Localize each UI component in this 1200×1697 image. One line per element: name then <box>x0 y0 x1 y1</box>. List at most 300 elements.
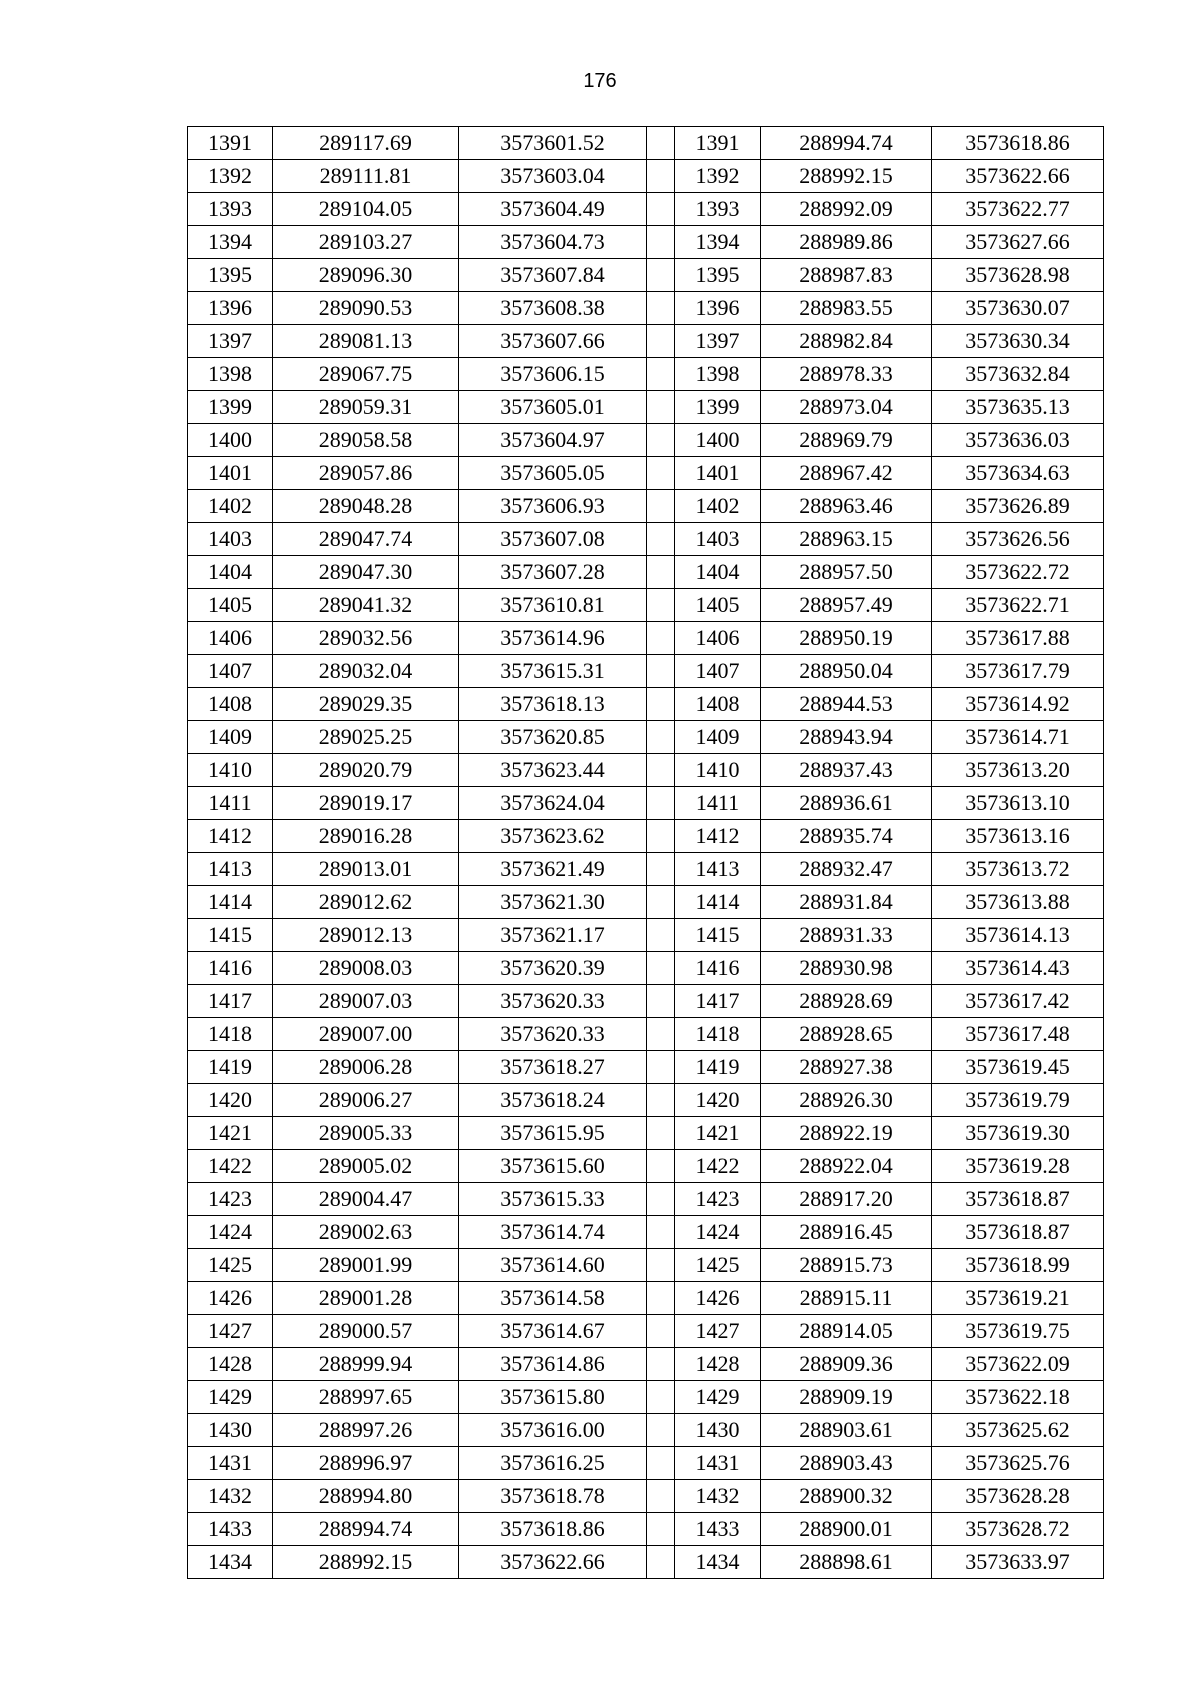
left-y-coordinate-cell: 3573616.25 <box>459 1447 647 1480</box>
right-y-coordinate-cell: 3573632.84 <box>932 358 1104 391</box>
spacer-cell <box>647 1315 675 1348</box>
right-x-coordinate-cell: 288936.61 <box>761 787 932 820</box>
left-point-id-cell: 1434 <box>188 1546 273 1579</box>
left-point-id-cell: 1394 <box>188 226 273 259</box>
left-x-coordinate-cell: 289090.53 <box>273 292 459 325</box>
table-row <box>188 1414 1104 1447</box>
table-row <box>188 919 1104 952</box>
spacer-cell <box>647 952 675 985</box>
left-y-coordinate-cell: 3573618.78 <box>459 1480 647 1513</box>
right-y-coordinate-cell: 3573618.99 <box>932 1249 1104 1282</box>
right-y-coordinate-cell: 3573613.20 <box>932 754 1104 787</box>
left-point-id-cell: 1426 <box>188 1282 273 1315</box>
left-x-coordinate-cell: 289006.27 <box>273 1084 459 1117</box>
spacer-cell <box>647 754 675 787</box>
right-x-coordinate-cell: 288922.19 <box>761 1117 932 1150</box>
spacer-cell <box>647 358 675 391</box>
left-point-id-cell: 1398 <box>188 358 273 391</box>
left-y-coordinate-cell: 3573616.00 <box>459 1414 647 1447</box>
left-y-coordinate-cell: 3573615.60 <box>459 1150 647 1183</box>
right-y-coordinate-cell: 3573630.07 <box>932 292 1104 325</box>
right-x-coordinate-cell: 288943.94 <box>761 721 932 754</box>
table-row <box>188 1546 1104 1579</box>
left-x-coordinate-cell: 289020.79 <box>273 754 459 787</box>
left-point-id-cell: 1411 <box>188 787 273 820</box>
table-row <box>188 490 1104 523</box>
right-y-coordinate-cell: 3573618.86 <box>932 127 1104 160</box>
right-point-id-cell: 1411 <box>675 787 761 820</box>
left-point-id-cell: 1413 <box>188 853 273 886</box>
left-point-id-cell: 1393 <box>188 193 273 226</box>
spacer-cell <box>647 688 675 721</box>
right-point-id-cell: 1433 <box>675 1513 761 1546</box>
left-y-coordinate-cell: 3573607.84 <box>459 259 647 292</box>
right-x-coordinate-cell: 288909.36 <box>761 1348 932 1381</box>
right-point-id-cell: 1417 <box>675 985 761 1018</box>
left-x-coordinate-cell: 289013.01 <box>273 853 459 886</box>
right-x-coordinate-cell: 288932.47 <box>761 853 932 886</box>
table-row <box>188 985 1104 1018</box>
left-x-coordinate-cell: 289001.28 <box>273 1282 459 1315</box>
spacer-cell <box>647 1084 675 1117</box>
left-point-id-cell: 1405 <box>188 589 273 622</box>
left-y-coordinate-cell: 3573605.01 <box>459 391 647 424</box>
right-x-coordinate-cell: 288915.11 <box>761 1282 932 1315</box>
left-point-id-cell: 1428 <box>188 1348 273 1381</box>
spacer-cell <box>647 919 675 952</box>
right-y-coordinate-cell: 3573619.30 <box>932 1117 1104 1150</box>
right-point-id-cell: 1396 <box>675 292 761 325</box>
left-x-coordinate-cell: 289007.03 <box>273 985 459 1018</box>
spacer-cell <box>647 1249 675 1282</box>
right-point-id-cell: 1409 <box>675 721 761 754</box>
left-point-id-cell: 1391 <box>188 127 273 160</box>
right-x-coordinate-cell: 288931.33 <box>761 919 932 952</box>
left-x-coordinate-cell: 289001.99 <box>273 1249 459 1282</box>
right-x-coordinate-cell: 288973.04 <box>761 391 932 424</box>
table-row <box>188 589 1104 622</box>
right-point-id-cell: 1420 <box>675 1084 761 1117</box>
spacer-cell <box>647 721 675 754</box>
right-y-coordinate-cell: 3573618.87 <box>932 1216 1104 1249</box>
table-row <box>188 259 1104 292</box>
spacer-cell <box>647 886 675 919</box>
right-point-id-cell: 1395 <box>675 259 761 292</box>
spacer-cell <box>647 127 675 160</box>
right-y-coordinate-cell: 3573614.92 <box>932 688 1104 721</box>
right-point-id-cell: 1397 <box>675 325 761 358</box>
right-x-coordinate-cell: 288927.38 <box>761 1051 932 1084</box>
spacer-cell <box>647 1117 675 1150</box>
left-y-coordinate-cell: 3573604.73 <box>459 226 647 259</box>
right-x-coordinate-cell: 288926.30 <box>761 1084 932 1117</box>
spacer-cell <box>647 1546 675 1579</box>
left-x-coordinate-cell: 288999.94 <box>273 1348 459 1381</box>
right-x-coordinate-cell: 288937.43 <box>761 754 932 787</box>
right-point-id-cell: 1414 <box>675 886 761 919</box>
left-x-coordinate-cell: 289008.03 <box>273 952 459 985</box>
left-point-id-cell: 1425 <box>188 1249 273 1282</box>
right-y-coordinate-cell: 3573619.28 <box>932 1150 1104 1183</box>
right-point-id-cell: 1434 <box>675 1546 761 1579</box>
right-point-id-cell: 1426 <box>675 1282 761 1315</box>
right-y-coordinate-cell: 3573614.43 <box>932 952 1104 985</box>
right-x-coordinate-cell: 288935.74 <box>761 820 932 853</box>
right-y-coordinate-cell: 3573628.72 <box>932 1513 1104 1546</box>
table-row <box>188 292 1104 325</box>
page-number: 176 <box>583 70 617 92</box>
left-point-id-cell: 1430 <box>188 1414 273 1447</box>
left-x-coordinate-cell: 289096.30 <box>273 259 459 292</box>
table-row <box>188 820 1104 853</box>
spacer-cell <box>647 490 675 523</box>
left-y-coordinate-cell: 3573621.17 <box>459 919 647 952</box>
left-point-id-cell: 1417 <box>188 985 273 1018</box>
left-point-id-cell: 1433 <box>188 1513 273 1546</box>
left-point-id-cell: 1418 <box>188 1018 273 1051</box>
table-row <box>188 1513 1104 1546</box>
table-row <box>188 1150 1104 1183</box>
left-x-coordinate-cell: 288997.65 <box>273 1381 459 1414</box>
spacer-cell <box>647 325 675 358</box>
table-row <box>188 754 1104 787</box>
right-point-id-cell: 1427 <box>675 1315 761 1348</box>
table-row <box>188 1381 1104 1414</box>
right-y-coordinate-cell: 3573613.10 <box>932 787 1104 820</box>
table-row <box>188 622 1104 655</box>
left-point-id-cell: 1396 <box>188 292 273 325</box>
table-row <box>188 1051 1104 1084</box>
right-x-coordinate-cell: 288992.09 <box>761 193 932 226</box>
right-x-coordinate-cell: 288983.55 <box>761 292 932 325</box>
left-y-coordinate-cell: 3573608.38 <box>459 292 647 325</box>
right-y-coordinate-cell: 3573625.76 <box>932 1447 1104 1480</box>
right-y-coordinate-cell: 3573627.66 <box>932 226 1104 259</box>
spacer-cell <box>647 193 675 226</box>
right-y-coordinate-cell: 3573617.42 <box>932 985 1104 1018</box>
left-y-coordinate-cell: 3573615.31 <box>459 655 647 688</box>
right-point-id-cell: 1401 <box>675 457 761 490</box>
left-point-id-cell: 1410 <box>188 754 273 787</box>
left-point-id-cell: 1392 <box>188 160 273 193</box>
right-x-coordinate-cell: 288915.73 <box>761 1249 932 1282</box>
table-row <box>188 1018 1104 1051</box>
spacer-cell <box>647 457 675 490</box>
right-y-coordinate-cell: 3573617.79 <box>932 655 1104 688</box>
right-point-id-cell: 1394 <box>675 226 761 259</box>
table-row <box>188 226 1104 259</box>
spacer-cell <box>647 985 675 1018</box>
left-y-coordinate-cell: 3573604.49 <box>459 193 647 226</box>
left-y-coordinate-cell: 3573606.15 <box>459 358 647 391</box>
left-x-coordinate-cell: 289005.33 <box>273 1117 459 1150</box>
right-y-coordinate-cell: 3573617.88 <box>932 622 1104 655</box>
right-point-id-cell: 1432 <box>675 1480 761 1513</box>
left-x-coordinate-cell: 289000.57 <box>273 1315 459 1348</box>
left-x-coordinate-cell: 289032.04 <box>273 655 459 688</box>
left-y-coordinate-cell: 3573620.33 <box>459 985 647 1018</box>
left-y-coordinate-cell: 3573614.86 <box>459 1348 647 1381</box>
left-point-id-cell: 1424 <box>188 1216 273 1249</box>
right-y-coordinate-cell: 3573628.28 <box>932 1480 1104 1513</box>
right-x-coordinate-cell: 288914.05 <box>761 1315 932 1348</box>
right-point-id-cell: 1424 <box>675 1216 761 1249</box>
left-point-id-cell: 1416 <box>188 952 273 985</box>
right-y-coordinate-cell: 3573614.71 <box>932 721 1104 754</box>
right-point-id-cell: 1419 <box>675 1051 761 1084</box>
right-point-id-cell: 1410 <box>675 754 761 787</box>
left-x-coordinate-cell: 289104.05 <box>273 193 459 226</box>
right-x-coordinate-cell: 288950.19 <box>761 622 932 655</box>
right-x-coordinate-cell: 288900.32 <box>761 1480 932 1513</box>
right-x-coordinate-cell: 288931.84 <box>761 886 932 919</box>
left-y-coordinate-cell: 3573614.60 <box>459 1249 647 1282</box>
right-x-coordinate-cell: 288898.61 <box>761 1546 932 1579</box>
left-point-id-cell: 1408 <box>188 688 273 721</box>
table-row <box>188 787 1104 820</box>
right-point-id-cell: 1391 <box>675 127 761 160</box>
table-row <box>188 853 1104 886</box>
left-point-id-cell: 1409 <box>188 721 273 754</box>
table-row <box>188 886 1104 919</box>
right-x-coordinate-cell: 288987.83 <box>761 259 932 292</box>
right-point-id-cell: 1404 <box>675 556 761 589</box>
right-x-coordinate-cell: 288928.65 <box>761 1018 932 1051</box>
left-x-coordinate-cell: 288994.74 <box>273 1513 459 1546</box>
left-y-coordinate-cell: 3573607.28 <box>459 556 647 589</box>
left-y-coordinate-cell: 3573603.04 <box>459 160 647 193</box>
table-row <box>188 1480 1104 1513</box>
left-point-id-cell: 1403 <box>188 523 273 556</box>
left-point-id-cell: 1422 <box>188 1150 273 1183</box>
spacer-cell <box>647 1381 675 1414</box>
table-row <box>188 193 1104 226</box>
left-y-coordinate-cell: 3573614.74 <box>459 1216 647 1249</box>
left-point-id-cell: 1419 <box>188 1051 273 1084</box>
left-x-coordinate-cell: 289058.58 <box>273 424 459 457</box>
left-x-coordinate-cell: 288994.80 <box>273 1480 459 1513</box>
right-y-coordinate-cell: 3573622.66 <box>932 160 1104 193</box>
table-row <box>188 1348 1104 1381</box>
left-y-coordinate-cell: 3573614.96 <box>459 622 647 655</box>
table-row <box>188 457 1104 490</box>
table-row <box>188 160 1104 193</box>
left-y-coordinate-cell: 3573615.80 <box>459 1381 647 1414</box>
spacer-cell <box>647 1018 675 1051</box>
right-point-id-cell: 1415 <box>675 919 761 952</box>
left-y-coordinate-cell: 3573618.27 <box>459 1051 647 1084</box>
left-y-coordinate-cell: 3573607.08 <box>459 523 647 556</box>
spacer-cell <box>647 1282 675 1315</box>
table-row <box>188 325 1104 358</box>
right-x-coordinate-cell: 288989.86 <box>761 226 932 259</box>
left-x-coordinate-cell: 289012.13 <box>273 919 459 952</box>
right-x-coordinate-cell: 288994.74 <box>761 127 932 160</box>
spacer-cell <box>647 853 675 886</box>
right-x-coordinate-cell: 288967.42 <box>761 457 932 490</box>
table-row <box>188 127 1104 160</box>
right-x-coordinate-cell: 288992.15 <box>761 160 932 193</box>
left-point-id-cell: 1431 <box>188 1447 273 1480</box>
right-x-coordinate-cell: 288950.04 <box>761 655 932 688</box>
left-x-coordinate-cell: 289002.63 <box>273 1216 459 1249</box>
left-y-coordinate-cell: 3573615.33 <box>459 1183 647 1216</box>
left-x-coordinate-cell: 289047.30 <box>273 556 459 589</box>
right-y-coordinate-cell: 3573626.89 <box>932 490 1104 523</box>
left-point-id-cell: 1420 <box>188 1084 273 1117</box>
table-row <box>188 721 1104 754</box>
left-point-id-cell: 1399 <box>188 391 273 424</box>
left-x-coordinate-cell: 289006.28 <box>273 1051 459 1084</box>
left-x-coordinate-cell: 288997.26 <box>273 1414 459 1447</box>
right-x-coordinate-cell: 288900.01 <box>761 1513 932 1546</box>
table-row <box>188 1216 1104 1249</box>
right-point-id-cell: 1393 <box>675 193 761 226</box>
right-point-id-cell: 1430 <box>675 1414 761 1447</box>
left-point-id-cell: 1429 <box>188 1381 273 1414</box>
right-x-coordinate-cell: 288903.43 <box>761 1447 932 1480</box>
right-x-coordinate-cell: 288957.50 <box>761 556 932 589</box>
spacer-cell <box>647 787 675 820</box>
left-y-coordinate-cell: 3573623.62 <box>459 820 647 853</box>
left-point-id-cell: 1395 <box>188 259 273 292</box>
right-x-coordinate-cell: 288928.69 <box>761 985 932 1018</box>
table-row <box>188 1117 1104 1150</box>
table-row <box>188 556 1104 589</box>
left-x-coordinate-cell: 289025.25 <box>273 721 459 754</box>
right-x-coordinate-cell: 288917.20 <box>761 1183 932 1216</box>
table-row <box>188 1183 1104 1216</box>
coordinates-table <box>187 126 1104 1579</box>
spacer-cell <box>647 1051 675 1084</box>
right-y-coordinate-cell: 3573619.79 <box>932 1084 1104 1117</box>
left-x-coordinate-cell: 288992.15 <box>273 1546 459 1579</box>
left-x-coordinate-cell: 289007.00 <box>273 1018 459 1051</box>
right-y-coordinate-cell: 3573622.18 <box>932 1381 1104 1414</box>
right-y-coordinate-cell: 3573622.72 <box>932 556 1104 589</box>
left-x-coordinate-cell: 289032.56 <box>273 622 459 655</box>
left-y-coordinate-cell: 3573601.52 <box>459 127 647 160</box>
spacer-cell <box>647 1414 675 1447</box>
spacer-cell <box>647 820 675 853</box>
table-row <box>188 688 1104 721</box>
right-point-id-cell: 1400 <box>675 424 761 457</box>
left-x-coordinate-cell: 289081.13 <box>273 325 459 358</box>
right-y-coordinate-cell: 3573613.72 <box>932 853 1104 886</box>
left-y-coordinate-cell: 3573607.66 <box>459 325 647 358</box>
right-y-coordinate-cell: 3573636.03 <box>932 424 1104 457</box>
left-x-coordinate-cell: 289067.75 <box>273 358 459 391</box>
left-y-coordinate-cell: 3573605.05 <box>459 457 647 490</box>
left-y-coordinate-cell: 3573618.24 <box>459 1084 647 1117</box>
right-x-coordinate-cell: 288930.98 <box>761 952 932 985</box>
right-y-coordinate-cell: 3573635.13 <box>932 391 1104 424</box>
left-x-coordinate-cell: 289019.17 <box>273 787 459 820</box>
left-x-coordinate-cell: 289016.28 <box>273 820 459 853</box>
left-x-coordinate-cell: 289057.86 <box>273 457 459 490</box>
right-x-coordinate-cell: 288963.46 <box>761 490 932 523</box>
left-y-coordinate-cell: 3573620.85 <box>459 721 647 754</box>
right-y-coordinate-cell: 3573617.48 <box>932 1018 1104 1051</box>
right-y-coordinate-cell: 3573622.77 <box>932 193 1104 226</box>
left-x-coordinate-cell: 289029.35 <box>273 688 459 721</box>
table-row <box>188 523 1104 556</box>
left-point-id-cell: 1401 <box>188 457 273 490</box>
right-point-id-cell: 1399 <box>675 391 761 424</box>
left-y-coordinate-cell: 3573624.04 <box>459 787 647 820</box>
left-point-id-cell: 1397 <box>188 325 273 358</box>
right-y-coordinate-cell: 3573626.56 <box>932 523 1104 556</box>
left-point-id-cell: 1423 <box>188 1183 273 1216</box>
table-row <box>188 391 1104 424</box>
right-y-coordinate-cell: 3573619.45 <box>932 1051 1104 1084</box>
spacer-cell <box>647 556 675 589</box>
spacer-cell <box>647 589 675 622</box>
left-y-coordinate-cell: 3573618.86 <box>459 1513 647 1546</box>
left-x-coordinate-cell: 289047.74 <box>273 523 459 556</box>
right-y-coordinate-cell: 3573618.87 <box>932 1183 1104 1216</box>
right-x-coordinate-cell: 288944.53 <box>761 688 932 721</box>
right-y-coordinate-cell: 3573614.13 <box>932 919 1104 952</box>
left-y-coordinate-cell: 3573604.97 <box>459 424 647 457</box>
right-point-id-cell: 1418 <box>675 1018 761 1051</box>
left-y-coordinate-cell: 3573610.81 <box>459 589 647 622</box>
table-row <box>188 1447 1104 1480</box>
right-y-coordinate-cell: 3573628.98 <box>932 259 1104 292</box>
left-y-coordinate-cell: 3573622.66 <box>459 1546 647 1579</box>
right-point-id-cell: 1425 <box>675 1249 761 1282</box>
left-x-coordinate-cell: 289004.47 <box>273 1183 459 1216</box>
right-x-coordinate-cell: 288978.33 <box>761 358 932 391</box>
right-point-id-cell: 1412 <box>675 820 761 853</box>
right-y-coordinate-cell: 3573625.62 <box>932 1414 1104 1447</box>
left-point-id-cell: 1402 <box>188 490 273 523</box>
spacer-cell <box>647 1513 675 1546</box>
left-point-id-cell: 1415 <box>188 919 273 952</box>
right-point-id-cell: 1428 <box>675 1348 761 1381</box>
table-row <box>188 1249 1104 1282</box>
spacer-cell <box>647 1480 675 1513</box>
right-x-coordinate-cell: 288982.84 <box>761 325 932 358</box>
spacer-cell <box>647 1150 675 1183</box>
left-y-coordinate-cell: 3573606.93 <box>459 490 647 523</box>
left-point-id-cell: 1407 <box>188 655 273 688</box>
left-point-id-cell: 1414 <box>188 886 273 919</box>
right-point-id-cell: 1392 <box>675 160 761 193</box>
left-point-id-cell: 1400 <box>188 424 273 457</box>
spacer-cell <box>647 1447 675 1480</box>
right-y-coordinate-cell: 3573622.71 <box>932 589 1104 622</box>
right-y-coordinate-cell: 3573613.88 <box>932 886 1104 919</box>
spacer-cell <box>647 523 675 556</box>
left-x-coordinate-cell: 289041.32 <box>273 589 459 622</box>
right-y-coordinate-cell: 3573633.97 <box>932 1546 1104 1579</box>
right-point-id-cell: 1413 <box>675 853 761 886</box>
right-point-id-cell: 1416 <box>675 952 761 985</box>
left-y-coordinate-cell: 3573620.33 <box>459 1018 647 1051</box>
right-point-id-cell: 1403 <box>675 523 761 556</box>
spacer-cell <box>647 1348 675 1381</box>
right-y-coordinate-cell: 3573634.63 <box>932 457 1104 490</box>
right-point-id-cell: 1422 <box>675 1150 761 1183</box>
left-x-coordinate-cell: 289111.81 <box>273 160 459 193</box>
spacer-cell <box>647 655 675 688</box>
right-x-coordinate-cell: 288922.04 <box>761 1150 932 1183</box>
spacer-cell <box>647 259 675 292</box>
left-y-coordinate-cell: 3573614.58 <box>459 1282 647 1315</box>
right-point-id-cell: 1421 <box>675 1117 761 1150</box>
left-x-coordinate-cell: 289117.69 <box>273 127 459 160</box>
